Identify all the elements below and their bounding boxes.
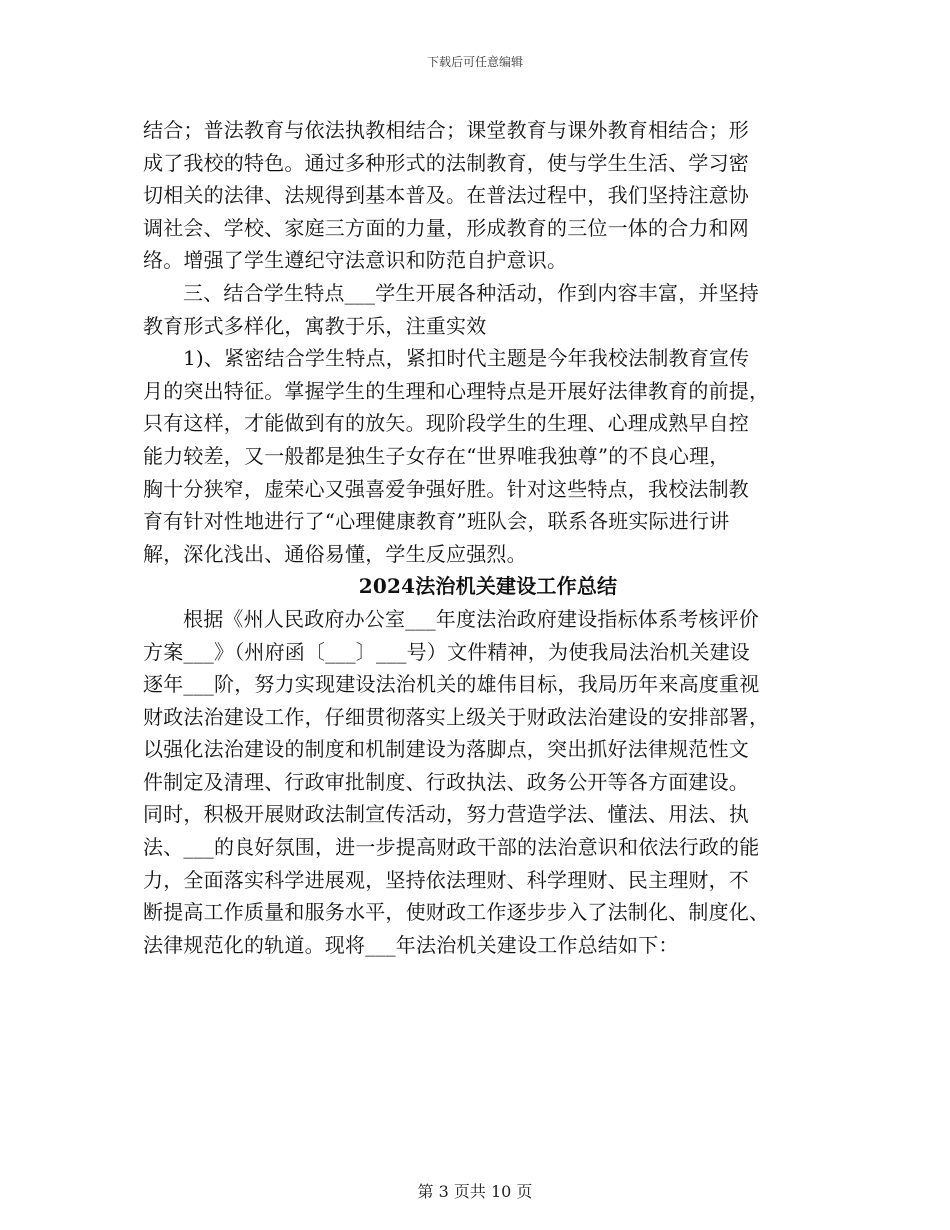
body-line: 断提高工作质量和服务水平，使财政工作逐步步入了法制化、制度化、 (143, 900, 770, 925)
body-line: 方案___》（州府函〔___〕___号）文件精神，为使我局法治机关建设 (143, 639, 750, 664)
body-line: 胸十分狭窄，虚荣心又强喜爱争强好胜。针对这些特点，我校法制教 (143, 476, 749, 501)
body-line: 财政法治建设工作，仔细贯彻落实上级关于财政法治建设的安排部署， (143, 704, 770, 729)
body-line: 法、___的良好氛围，进一步提高财政干部的法治意识和依法行政的能 (143, 835, 760, 860)
body-line: 法律规范化的轨道。现将___年法治机关建设工作总结如下： (143, 932, 679, 957)
body-line: 1)、紧密结合学生特点，紧扣时代主题是今年我校法制教育宣传 (183, 346, 750, 371)
body-line: 件制定及清理、行政审批制度、行政执法、政务公开等各方面建设。 (143, 769, 749, 794)
body-line: 逐年___阶，努力实现建设法治机关的雄伟目标，我局历年来高度重视 (143, 672, 760, 697)
body-line: 解，深化浅出、通俗易懂，学生反应强烈。 (143, 541, 527, 566)
body-line: 能力较差，又一般都是独生子女存在“世界唯我独尊”的不良心理， (143, 443, 730, 468)
document-body (143, 114, 833, 961)
document-title: 2024法治机关建设工作总结 (358, 574, 618, 599)
body-line: 月的突出特征。掌握学生的生理和心理特点是开展好法律教育的前提， (143, 378, 770, 403)
body-line: 切相关的法律、法规得到基本普及。在普法过程中，我们坚持注意协 (143, 183, 749, 208)
page-number: 第 3 页共 10 页 (417, 1182, 533, 1201)
body-line: 教育形式多样化，寓教于乐，注重实效 (143, 313, 487, 338)
body-line: 力，全面落实科学进展观，坚持依法理财、科学理财、民主理财，不 (143, 867, 749, 892)
body-line: 以强化法治建设的制度和机制建设为落脚点，突出抓好法律规范性文 (143, 737, 749, 762)
page-header-note: 下载后可任意编辑 (426, 55, 523, 69)
body-line: 育有针对性地进行了“心理健康教育”班队会，联系各班实际进行讲 (143, 509, 730, 534)
body-line: 根据《州人民政府办公室___年度法治政府建设指标体系考核评价 (183, 606, 759, 631)
body-line: 调社会、学校、家庭三方面的力量，形成教育的三位一体的合力和网 (143, 215, 749, 240)
body-line: 同时，积极开展财政法制宣传活动，努力营造学法、懂法、用法、执 (143, 802, 749, 827)
section-heading-line: 三、结合学生特点___学生开展各种活动，作到内容丰富，并坚持 (183, 280, 759, 305)
body-line: 成了我校的特色。通过多种形式的法制教育，使与学生生活、学习密 (143, 150, 749, 175)
body-line: 只有这样，才能做到有的放矢。现阶段学生的生理、心理成熟早自控 (143, 411, 749, 436)
body-line: 结合；普法教育与依法执教相结合；课堂教育与课外教育相结合；形 (143, 118, 749, 142)
body-line: 络。增强了学生遵纪守法意识和防范自护意识。 (143, 248, 568, 273)
